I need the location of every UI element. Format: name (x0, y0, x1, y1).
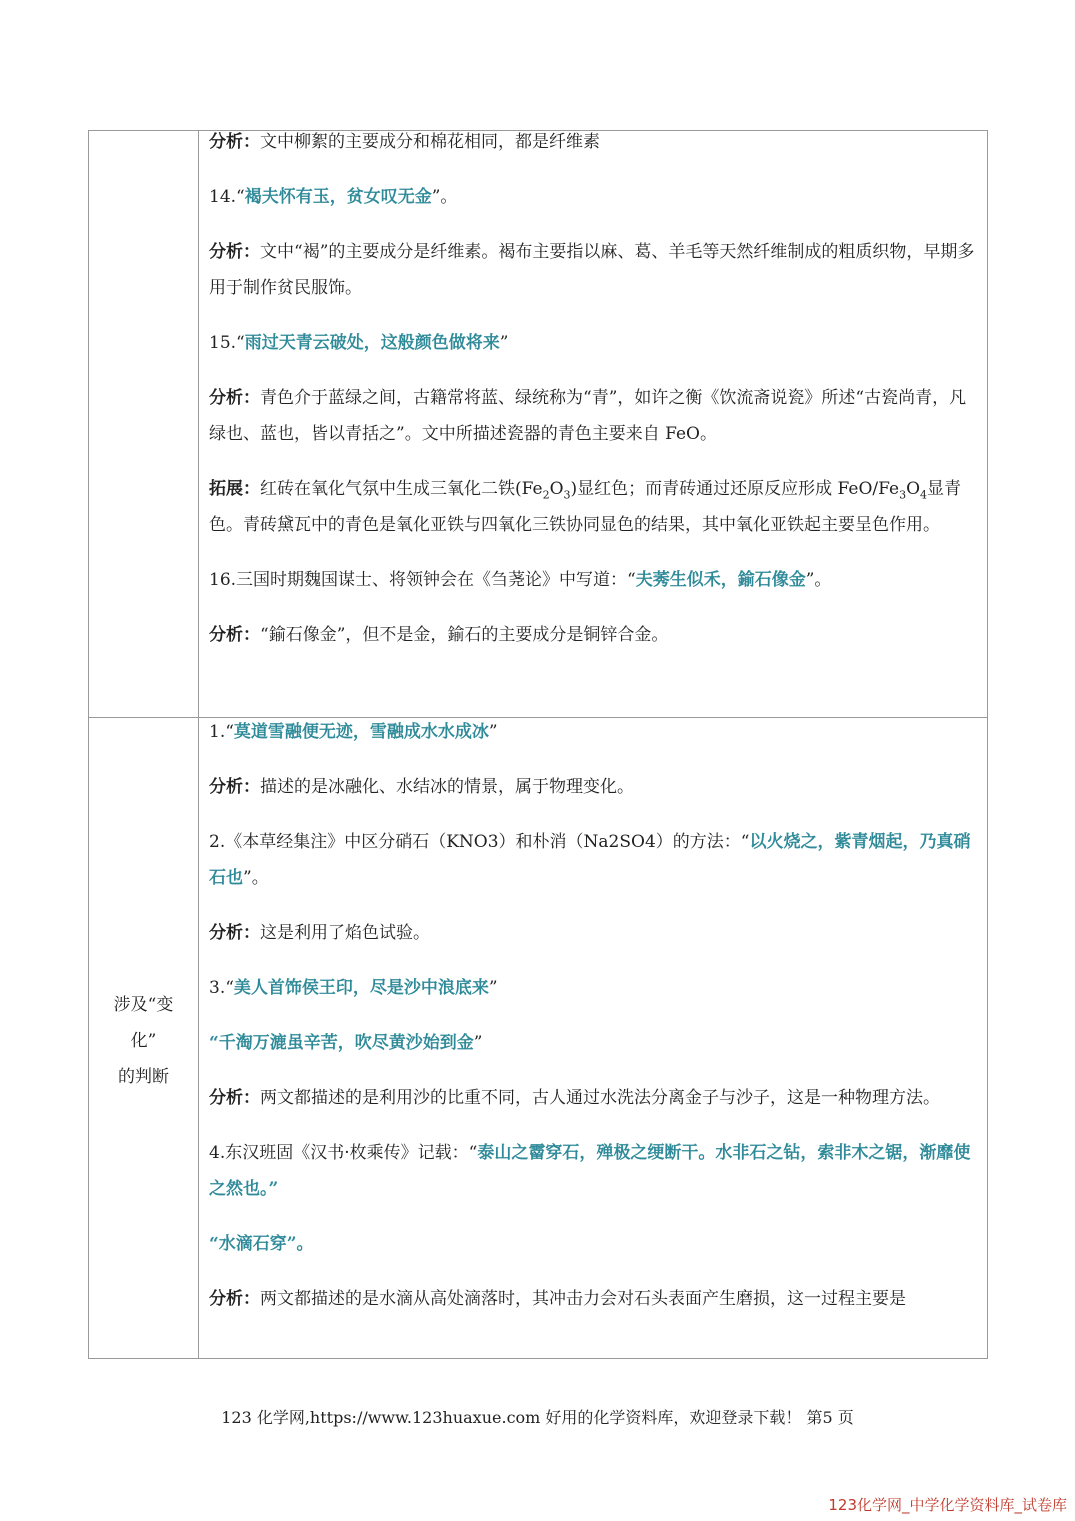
poem-quote: “千淘万漉虽辛苦，吹尽黄沙始到金 (209, 1033, 474, 1053)
category-cell (89, 718, 199, 1359)
poem-item-4: 4.东汉班固《汉书·枚乘传》记载：“泰山之霤穿石，殚极之绠断干。水非石之钻，索非木之锯，渐靡使之然也。” (209, 1143, 971, 1199)
analysis-paragraph: 分析：青色介于蓝绿之间，古籍常将蓝、绿统称为“青”，如许之衡《饮流斋说瓷》所述“古瓷尚青，凡绿也、蓝也，皆以青括之”。文中所描述瓷器的青色主要来自 FeO。 (209, 388, 967, 444)
content-table (88, 130, 988, 1359)
table-row (89, 131, 988, 718)
page-footer: 123 化学网,https://www.123huaxue.com 好用的化学资料库，欢迎登录下载！ 第5 页 (221, 1408, 854, 1427)
poem-item-4b (209, 1226, 979, 1262)
analysis-paragraph: 分析：描述的是冰融化、水结冰的情景，属于物理变化。 (209, 777, 634, 797)
watermark-text: 123化学网_中学化学资料库_试卷库 (828, 1496, 1067, 1514)
analysis-paragraph: 分析：文中“褐”的主要成分是纤维素。褐布主要指以麻、葛、羊毛等天然纤维制成的粗质织物，早期多用于制作贫民服饰。 (209, 242, 975, 298)
poem-item-3b: “千淘万漉虽辛苦，吹尽黄沙始到金” (209, 1033, 483, 1053)
extension-paragraph: 拓展：红砖在氧化气氛中生成三氧化二铁$(Fe_2O_3)$显红色；而青砖通过还原反应形成 FeO/$Fe_3O_4$显青色。青砖黛瓦中的青色是氧化亚铁与四氧化三铁协同显色的结果，其中氧化亚铁起主要呈色作用。 (209, 479, 961, 535)
poem-item-2: 2.《本草经集注》中区分硝石（KNO3）和朴消（Na2SO4）的方法：“以火烧之，紫青烟起，乃真硝石也”。 (209, 832, 971, 888)
poem-quote: 美人首饰侯王印，尽是沙中浪底来 (233, 978, 489, 998)
analysis-paragraph: 分析：文中柳絮的主要成分和棉花相同，都是纤维素 (209, 132, 600, 152)
analysis-paragraph: 分析：“鍮石像金”，但不是金，鍮石的主要成分是铜锌合金。 (209, 625, 669, 645)
poem-quote: 雨过天青云破处，这般颜色做将来 (244, 333, 500, 353)
category-cell (89, 131, 199, 718)
analysis-paragraph: 分析：两文都描述的是水滴从高处滴落时，其冲击力会对石头表面产生磨损，这一过程主要是 (209, 1289, 906, 1309)
poem-quote: 泰山之霤穿石，殚极之绠断干。水非石之钻，索非木之锯，渐靡使之然也。” (209, 1143, 971, 1199)
analysis-paragraph: 分析：这是利用了焰色试验。 (209, 923, 430, 943)
poem-item-14: 14.“褐夫怀有玉，贫女叹无金”。 (209, 187, 458, 207)
content-cell (199, 131, 988, 718)
poem-item-1: 1.“莫道雪融便无迹，雪融成水水成冰” (209, 722, 498, 742)
poem-item-16: 16.三国时期魏国谋士、将领钟会在《刍荛论》中写道：“夫莠生似禾，鍮石像金”。 (209, 570, 832, 590)
category-label: 涉及“变 化” 的判断 (113, 995, 174, 1087)
poem-item-3: 3.“美人首饰侯王印，尽是沙中浪底来” (209, 978, 498, 998)
poem-quote: 以火烧之，紫青烟起，乃真硝石也 (209, 832, 971, 888)
poem-quote: 夫莠生似禾，鍮石像金 (635, 570, 806, 590)
poem-quote: 莫道雪融便无迹，雪融成水水成冰 (233, 722, 489, 742)
analysis-paragraph: 分析：两文都描述的是利用沙的比重不同，古人通过水洗法分离金子与沙子，这是一种物理方法。 (209, 1088, 940, 1108)
table-row (89, 718, 988, 1359)
content-cell (199, 718, 988, 1359)
poem-quote: 褐夫怀有玉，贫女叹无金 (244, 187, 432, 207)
poem-quote: “水滴石穿”。 (209, 1234, 314, 1254)
poem-item-15: 15.“雨过天青云破处，这般颜色做将来” (209, 333, 509, 353)
